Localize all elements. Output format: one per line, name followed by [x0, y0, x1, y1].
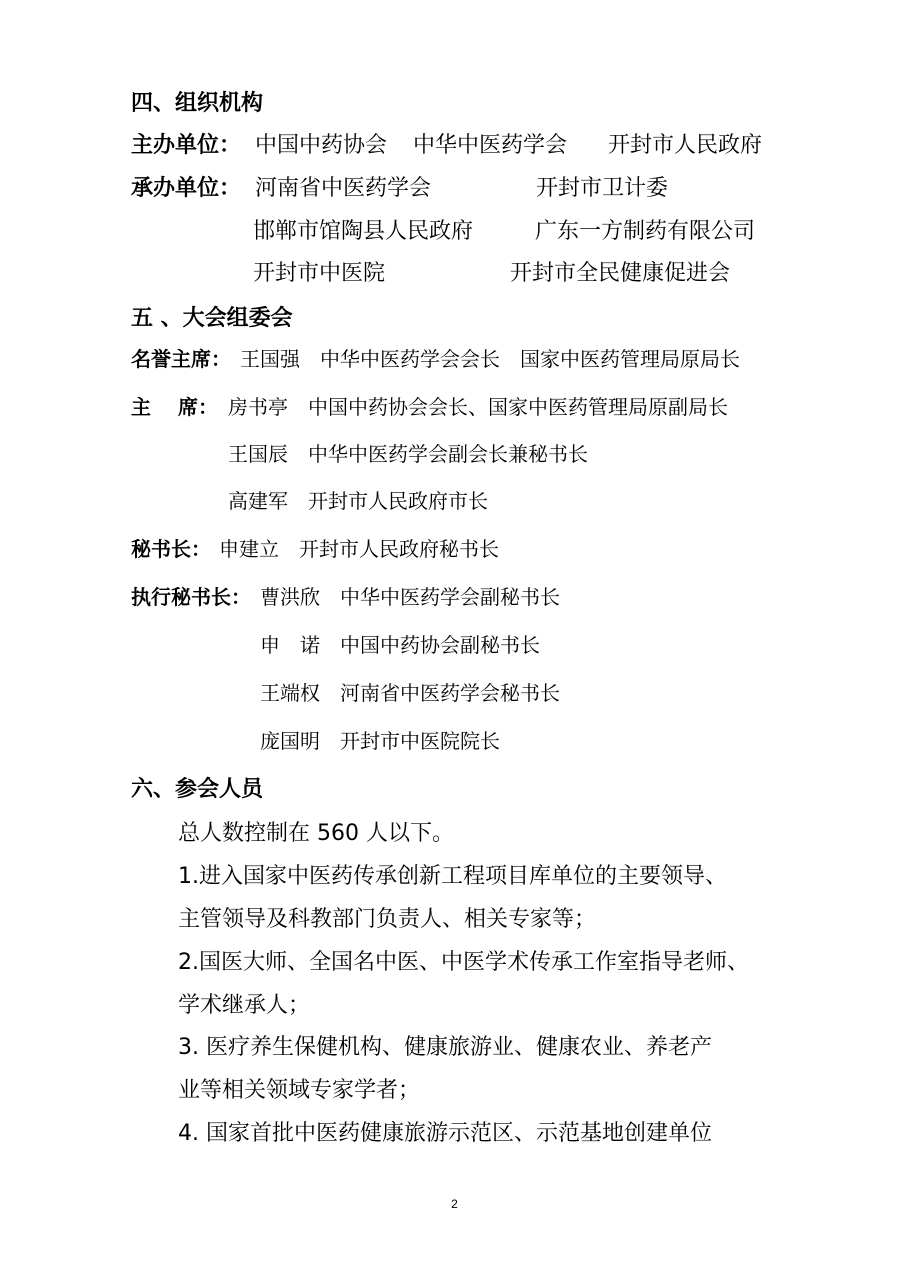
organizer-4: 广东一方制药有限公司	[535, 219, 756, 244]
exec-secretary-2: 申 诺 中国中药协会副秘书长	[260, 633, 540, 657]
host-1: 中国中药协会	[255, 133, 388, 158]
host-label: 主办单位：	[131, 133, 242, 158]
host-2: 中华中医药学会	[413, 133, 568, 158]
secretary: 申建立 开封市人民政府秘书长	[219, 537, 499, 561]
organizer-6: 开封市全民健康促进会	[510, 261, 731, 286]
exec-secretary-3: 王端权 河南省中医药学会秘书长	[260, 681, 560, 705]
attendee-item-2: 2.国医大师、全国名中医、中医学术传承工作室指导老师、	[178, 950, 749, 975]
organizer-1: 河南省中医药学会	[255, 176, 432, 201]
section5-title: 五 、大会组委会	[131, 306, 293, 331]
attendee-item-3-cont: 业等相关领域专家学者；	[178, 1078, 421, 1103]
host-3: 开封市人民政府	[608, 133, 763, 158]
chair-label: 主 席：	[131, 395, 218, 419]
honorary-chair: 王国强 中华中医药学会会长 国家中医药管理局原局长	[240, 347, 740, 371]
exec-secretary-1: 曹洪欣 中华中医药学会副秘书长	[260, 585, 560, 609]
organizer-label: 承办单位：	[131, 176, 242, 201]
total-attendees: 总人数控制在 560 人以下。	[178, 821, 454, 846]
attendee-item-3: 3. 医疗养生保健机构、健康旅游业、健康农业、养老产	[178, 1035, 712, 1060]
attendee-item-1-cont: 主管领导及科教部门负责人、相关专家等；	[178, 907, 597, 932]
exec-secretary-label: 执行秘书长：	[131, 585, 251, 609]
organizer-3: 邯郸市馆陶县人民政府	[253, 219, 474, 244]
attendee-item-1: 1.进入国家中医药传承创新工程项目库单位的主要领导、	[178, 864, 727, 889]
section4-title: 四、组织机构	[131, 91, 264, 116]
organizer-5: 开封市中医院	[253, 261, 386, 286]
chair-3: 高建军 开封市人民政府市长	[228, 489, 488, 513]
secretary-label: 秘书长：	[131, 537, 211, 561]
exec-secretary-4: 庞国明 开封市中医院院长	[260, 729, 500, 753]
chair-1: 房书亭 中国中药协会会长、国家中医药管理局原副局长	[228, 395, 728, 419]
page-number: 2	[451, 1197, 458, 1211]
section6-title: 六、参会人员	[131, 777, 264, 802]
attendee-item-2-cont: 学术继承人；	[178, 993, 311, 1018]
chair-2: 王国辰 中华中医药学会副会长兼秘书长	[228, 442, 588, 466]
attendee-item-4: 4. 国家首批中医药健康旅游示范区、示范基地创建单位	[178, 1121, 712, 1146]
honorary-chair-label: 名誉主席：	[131, 347, 231, 371]
organizer-2: 开封市卫计委	[536, 176, 669, 201]
